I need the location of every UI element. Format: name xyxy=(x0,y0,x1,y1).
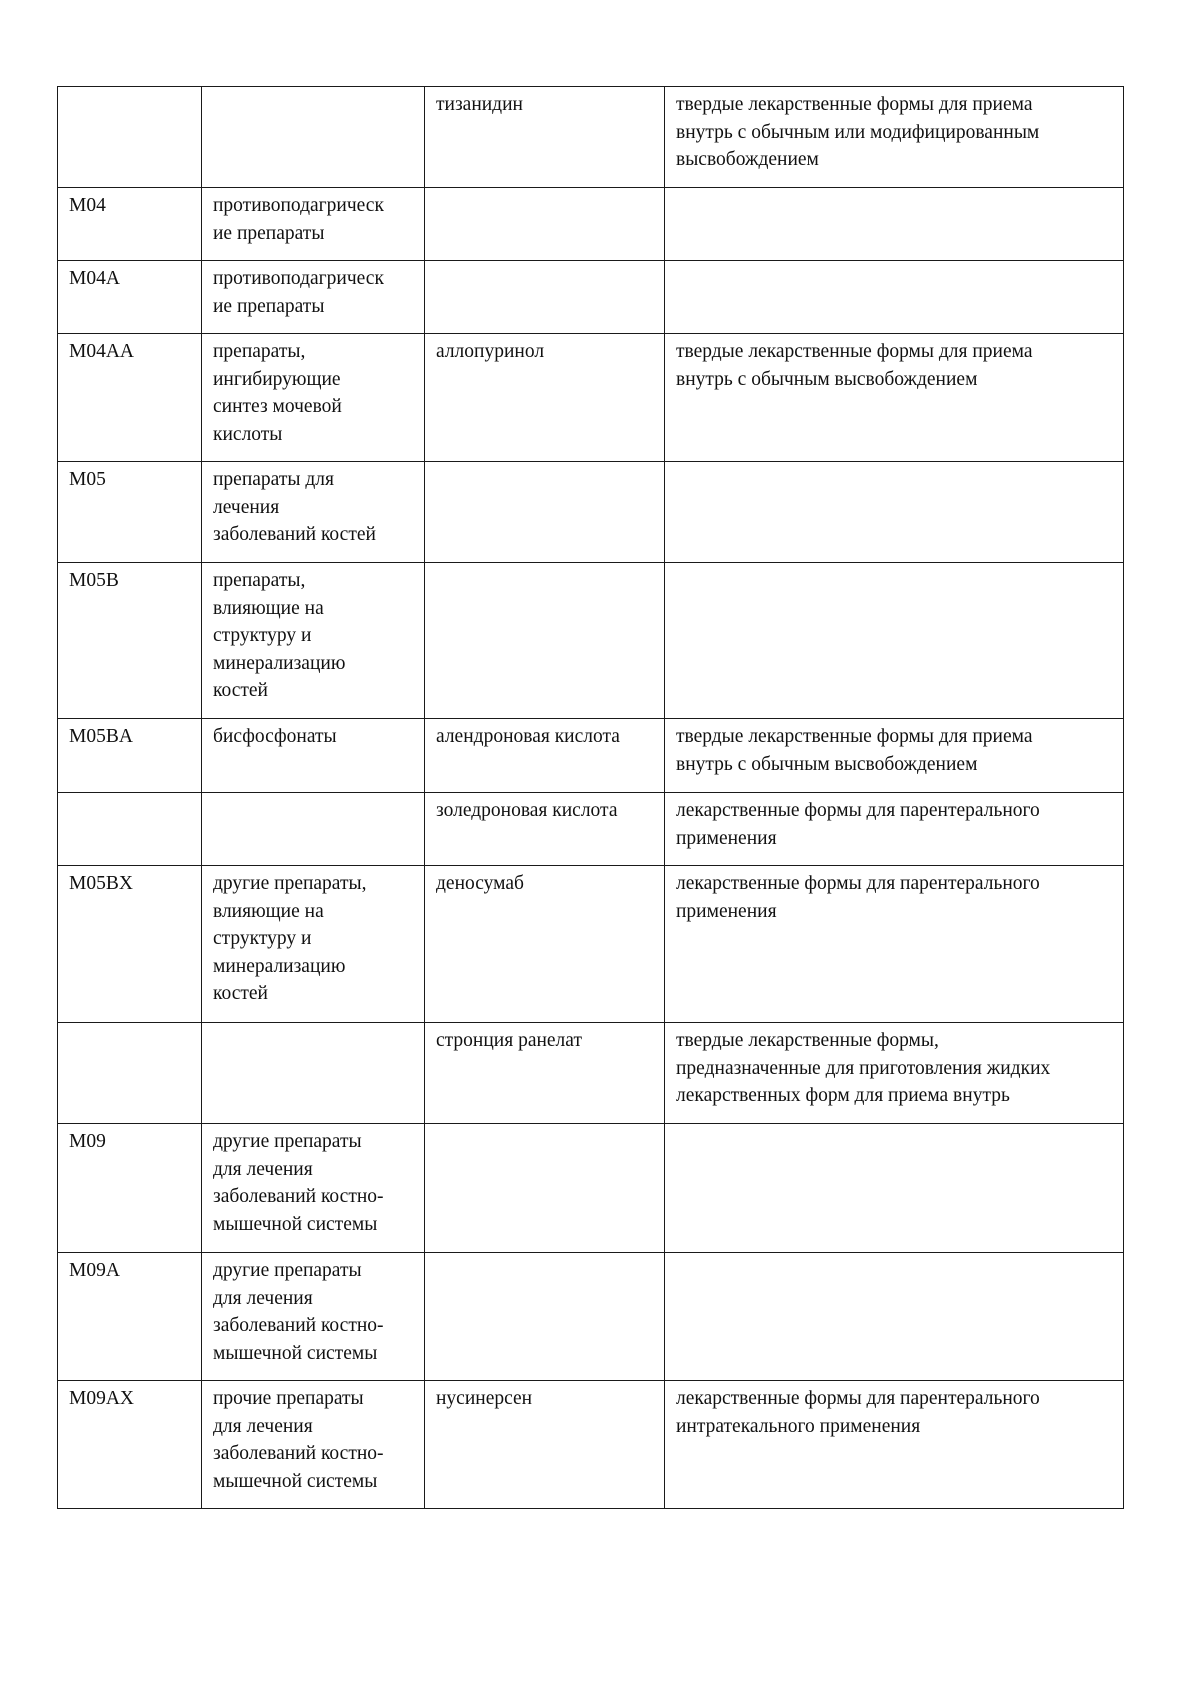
table-row xyxy=(58,261,1124,334)
table-row xyxy=(58,1253,1124,1381)
group-cell xyxy=(202,261,425,334)
dosage-form-cell xyxy=(665,188,1124,261)
dosage-form-cell xyxy=(665,1381,1124,1509)
atc-code: M05BX xyxy=(69,873,133,894)
table-row xyxy=(58,188,1124,261)
dosage-form-cell xyxy=(665,793,1124,866)
table-row xyxy=(58,866,1124,1023)
group-cell xyxy=(202,1124,425,1253)
group-cell xyxy=(202,1253,425,1381)
drug-cell xyxy=(425,1023,665,1124)
group-cell xyxy=(202,462,425,563)
drug-cell xyxy=(425,188,665,261)
group-name: противоподагрическ ие препараты xyxy=(213,195,384,244)
atc-code: M05B xyxy=(69,570,119,591)
atc-code-cell xyxy=(58,87,202,188)
drug-cell xyxy=(425,1381,665,1509)
atc-code: M04A xyxy=(69,268,120,289)
dosage-form: лекарственные формы для парентерального интратекального применения xyxy=(676,1388,1040,1437)
drug-cell xyxy=(425,87,665,188)
atc-code-cell xyxy=(58,719,202,793)
table-row xyxy=(58,719,1124,793)
atc-code: M05BA xyxy=(69,726,133,747)
group-name: бисфосфонаты xyxy=(213,726,337,747)
group-cell xyxy=(202,1023,425,1124)
group-cell xyxy=(202,87,425,188)
drug-name: деносумаб xyxy=(436,873,524,894)
dosage-form: лекарственные формы для парентерального применения xyxy=(676,800,1040,849)
group-name: препараты, ингибирующие синтез мочевой кислоты xyxy=(213,341,342,445)
atc-code-cell xyxy=(58,563,202,719)
drug-cell xyxy=(425,866,665,1023)
dosage-form-cell xyxy=(665,261,1124,334)
atc-code: M09AX xyxy=(69,1388,135,1409)
atc-code-cell xyxy=(58,1124,202,1253)
table-row xyxy=(58,462,1124,563)
table-row xyxy=(58,1381,1124,1509)
dosage-form-cell xyxy=(665,1124,1124,1253)
atc-code-cell xyxy=(58,188,202,261)
drug-name: нусинерсен xyxy=(436,1388,533,1409)
table-row xyxy=(58,1023,1124,1124)
drug-cell xyxy=(425,462,665,563)
drug-name: тизанидин xyxy=(436,94,523,115)
group-cell xyxy=(202,334,425,462)
table-row xyxy=(58,87,1124,188)
atc-code: M04 xyxy=(69,195,106,216)
drug-name: аллопуринол xyxy=(436,341,545,362)
table-row xyxy=(58,563,1124,719)
atc-code: M05 xyxy=(69,469,106,490)
group-name: другие препараты для лечения заболеваний костно- мышечной системы xyxy=(213,1260,384,1364)
group-name: другие препараты, влияющие на структуру и минерализацию костей xyxy=(213,873,367,1004)
atc-code-cell xyxy=(58,1023,202,1124)
atc-code-cell xyxy=(58,793,202,866)
group-name: противоподагрическ ие препараты xyxy=(213,268,384,317)
atc-code: M04AA xyxy=(69,341,135,362)
drug-cell xyxy=(425,793,665,866)
drug-classification-table xyxy=(57,86,1124,1509)
atc-code-cell xyxy=(58,334,202,462)
table-row xyxy=(58,1124,1124,1253)
drug-cell xyxy=(425,1124,665,1253)
group-cell xyxy=(202,188,425,261)
atc-code-cell xyxy=(58,261,202,334)
group-name: препараты для лечения заболеваний костей xyxy=(213,469,376,545)
dosage-form-cell xyxy=(665,1253,1124,1381)
dosage-form-cell xyxy=(665,563,1124,719)
dosage-form: твердые лекарственные формы для приема внутрь с обычным или модифицированным высвобождением xyxy=(676,94,1040,170)
atc-code-cell xyxy=(58,1253,202,1381)
dosage-form-cell xyxy=(665,866,1124,1023)
drug-cell xyxy=(425,719,665,793)
group-cell xyxy=(202,1381,425,1509)
atc-code-cell xyxy=(58,462,202,563)
group-cell xyxy=(202,563,425,719)
drug-cell xyxy=(425,334,665,462)
drug-name: золедроновая кислота xyxy=(436,800,618,821)
group-name: препараты, влияющие на структуру и минерализацию костей xyxy=(213,570,346,701)
group-cell xyxy=(202,866,425,1023)
atc-code-cell xyxy=(58,866,202,1023)
dosage-form-cell xyxy=(665,334,1124,462)
dosage-form-cell xyxy=(665,1023,1124,1124)
dosage-form: твердые лекарственные формы для приема внутрь с обычным высвобождением xyxy=(676,726,1033,775)
drug-name: стронция ранелат xyxy=(436,1030,582,1051)
table-row xyxy=(58,793,1124,866)
dosage-form-cell xyxy=(665,462,1124,563)
drug-name: алендроновая кислота xyxy=(436,726,620,747)
drug-cell xyxy=(425,1253,665,1381)
dosage-form: твердые лекарственные формы, предназначенные для приготовления жидких лекарственных форм для приема внутрь xyxy=(676,1030,1051,1106)
group-cell xyxy=(202,793,425,866)
dosage-form: лекарственные формы для парентерального применения xyxy=(676,873,1040,922)
dosage-form-cell xyxy=(665,719,1124,793)
atc-code-cell xyxy=(58,1381,202,1509)
table-row xyxy=(58,334,1124,462)
group-name: другие препараты для лечения заболеваний костно- мышечной системы xyxy=(213,1131,384,1235)
drug-cell xyxy=(425,261,665,334)
dosage-form-cell xyxy=(665,87,1124,188)
dosage-form: твердые лекарственные формы для приема внутрь с обычным высвобождением xyxy=(676,341,1033,390)
atc-code: M09 xyxy=(69,1131,106,1152)
group-name: прочие препараты для лечения заболеваний костно- мышечной системы xyxy=(213,1388,384,1492)
atc-code: M09A xyxy=(69,1260,120,1281)
drug-cell xyxy=(425,563,665,719)
group-cell xyxy=(202,719,425,793)
